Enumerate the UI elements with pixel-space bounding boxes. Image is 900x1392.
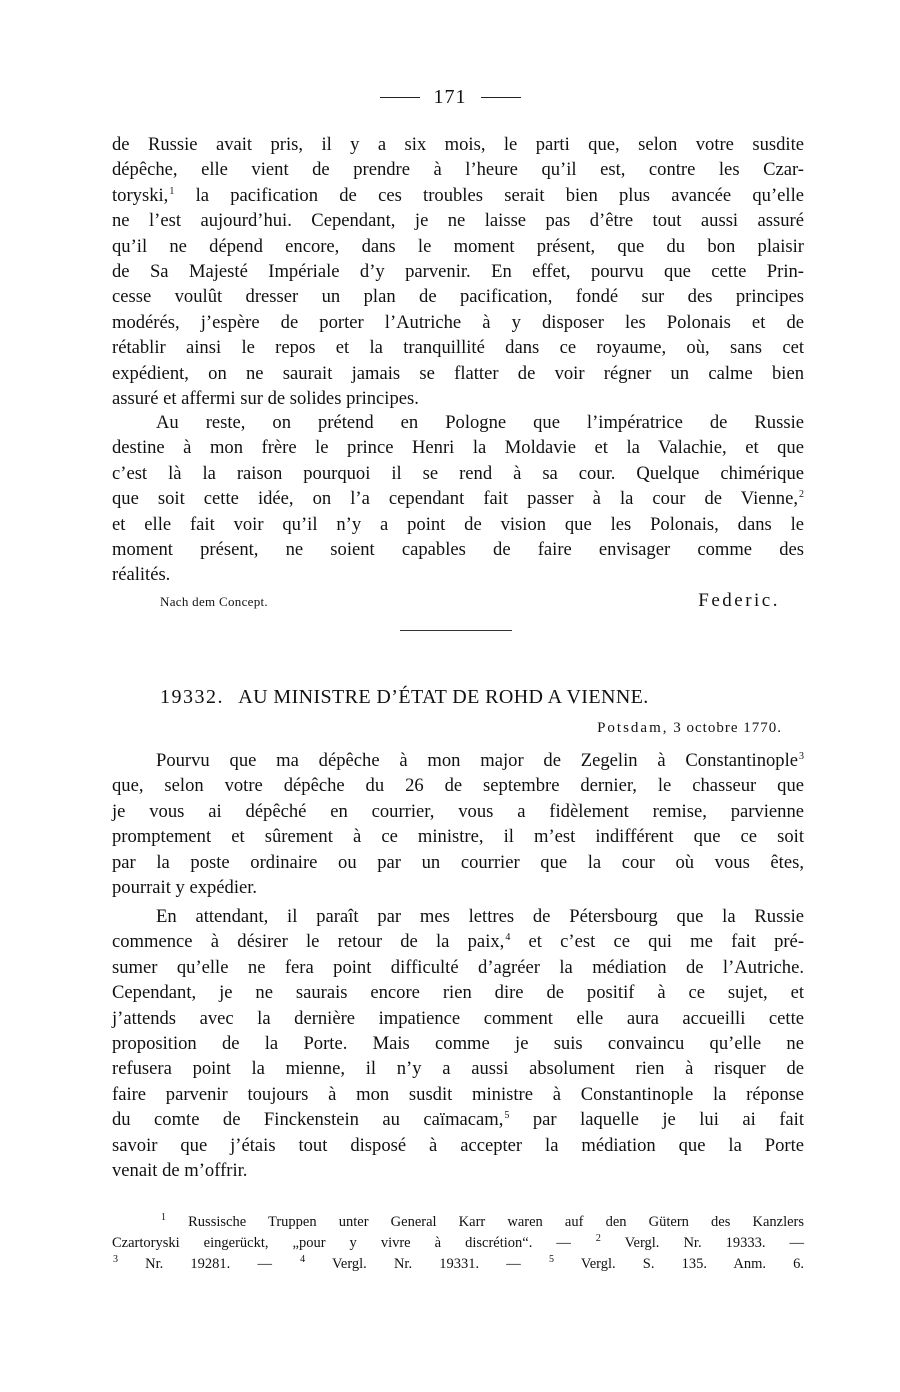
text-line: réalités. (112, 564, 171, 586)
signature: Federic. (698, 590, 780, 611)
text-line: toryski,$^1$ la pacification de ces troubles serait bien plus avancée qu’elle (112, 184, 804, 206)
signature-row (160, 590, 780, 612)
text-line: commence à désirer le retour de la paix,$^4$ et c’est ce qui me fait pré- (112, 931, 805, 953)
text-line: qu’il ne dépend encore, dans le moment présent, que du bon plaisir (112, 235, 804, 257)
text-line: destine à mon frère le prince Henri la Moldavie et la Valachie, et que (112, 437, 804, 459)
text-line: sumer qu’elle ne fera point difficulté d’agréer la médiation de l’Autriche. (112, 956, 804, 978)
text-line: expédient, on ne saurait jamais se flatter de voir régner un calme bien (112, 362, 804, 384)
text-line: faire parvenir toujours à mon susdit ministre à Constantinople la réponse (112, 1083, 804, 1105)
continuation-paragraph-2 (112, 410, 804, 588)
text-line: je vous ai dépêché en courrier, vous a fidèlement remise, parvienne (112, 800, 804, 822)
letter-number: 19332. (160, 686, 224, 708)
text-line: de Sa Majesté Impériale d’y parvenir. En effet, pourvu que cette Prin- (112, 261, 804, 283)
footnote-mark: 2 (595, 1233, 601, 1245)
text-line: du comte de Finckenstein au caïmacam,$^5$ par laquelle je lui ai fait (112, 1109, 804, 1131)
header-rule-right (481, 97, 521, 98)
section-divider (400, 630, 512, 631)
text-line: ne l’est aujourd’hui. Cependant, je ne laisse pas d’être tout aussi assuré (112, 210, 804, 232)
dateline-place: Potsdam, (597, 720, 669, 736)
footnotes (112, 1212, 804, 1275)
text-line: que, selon votre dépêche du 26 de septembre dernier, le chasseur que (112, 775, 804, 797)
footnote-line: $^1$ Russische Truppen unter General Karr waren auf den Gütern des Kanzlers (161, 1212, 805, 1230)
header-rule-left (380, 97, 420, 98)
text-line: modérés, j’espère de porter l’Autriche à y disposer les Polonais et de (112, 311, 804, 333)
footnote-mark: 5 (548, 1254, 554, 1266)
text-line: Pourvu que ma dépêche à mon major de Zegelin à Constantinople$^3$ (156, 750, 804, 771)
text-line: j’attends avec la dernière impatience comment elle aura accueilli cette (112, 1007, 804, 1029)
text-line: que soit cette idée, on l’a cependant fait passer à la cour de Vienne,$^2$ (112, 488, 804, 510)
footnote-mark: 3 (799, 750, 804, 762)
dateline (597, 720, 782, 737)
text-line: assuré et affermi sur de solides principes. (112, 388, 419, 410)
footnote-mark: 4 (505, 932, 511, 944)
text-line: Au reste, on prétend en Pologne que l’impératrice de Russie (156, 412, 804, 433)
text-line: par la poste ordinaire ou par un courrier que la cour où vous êtes, (112, 851, 804, 873)
text-line: proposition de la Porte. Mais comme je suis convaincu qu’elle ne (112, 1033, 804, 1055)
footnote-mark: 1 (169, 185, 175, 197)
text-line: promptement et sûrement à ce ministre, il m’est indifférent que ce soit (112, 826, 804, 848)
page-header (0, 86, 900, 109)
text-line: refusera point la mienne, il n’y a aussi absolument rien à risquer de (112, 1058, 804, 1080)
letter-title: AU MINISTRE D’ÉTAT DE ROHD A VIENNE. (238, 686, 649, 708)
text-line: Cependant, je ne saurais encore rien dire de positif à ce sujet, et (112, 982, 804, 1004)
text-line: c’est là la raison pourquoi il se rend à sa cour. Quelque chimérique (112, 462, 804, 484)
footnote-line: Czartoryski eingerückt, „pour y vivre à discrétion“. — $^2$ Vergl. Nr. 19333. — (112, 1233, 804, 1251)
text-line: moment présent, ne soient capables de faire envisager comme des (112, 539, 804, 561)
letter-paragraph-2 (112, 904, 804, 1183)
footnote-mark: 2 (799, 489, 804, 501)
footnote-mark: 4 (300, 1254, 306, 1266)
text-line: de Russie avait pris, il y a six mois, le parti que, selon votre susdite (112, 134, 804, 155)
letter-heading (160, 686, 800, 709)
footnote-line: $^3$ Nr. 19281. — $^4$ Vergl. Nr. 19331. — $^5$ Vergl. S. 135. Anm. 6. (113, 1254, 804, 1272)
text-line: venait de m’offrir. (112, 1160, 248, 1182)
text-line: dépêche, elle vient de prendre à l’heure qu’il est, contre les Czar- (112, 159, 804, 181)
dateline-date: 3 octobre 1770. (673, 720, 782, 736)
footnote-mark: 5 (504, 1110, 510, 1122)
footnote-mark: 3 (113, 1254, 118, 1266)
letter-paragraph-1 (112, 748, 804, 900)
text-line: et elle fait voir qu’il n’y a point de vision que les Polonais, dans le (112, 513, 804, 535)
source-note: Nach dem Concept. (160, 594, 268, 609)
footnote-mark: 1 (161, 1212, 166, 1224)
text-line: En attendant, il paraît par mes lettres de Pétersbourg que la Russie (156, 906, 804, 927)
text-line: pourrait y expédier. (112, 877, 258, 899)
continuation-paragraph-1 (112, 132, 804, 411)
page-number: 171 (433, 86, 467, 108)
text-line: savoir que j’étais tout disposé à accepter la médiation que la Porte (112, 1134, 804, 1156)
text-line: rétablir ainsi le repos et la tranquillité dans ce royaume, où, sans cet (112, 337, 804, 359)
text-line: cesse voulût dresser un plan de pacification, fondé sur des principes (112, 286, 804, 308)
